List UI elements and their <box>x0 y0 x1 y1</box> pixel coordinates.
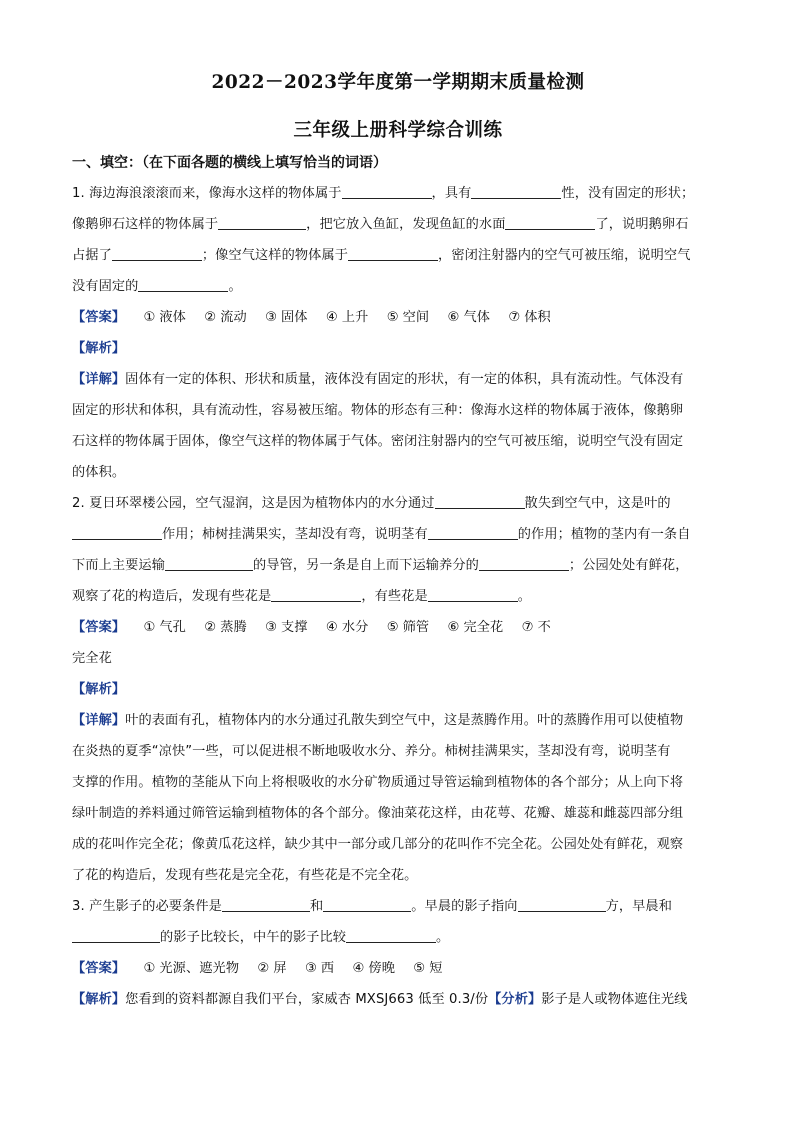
q2-text: 观察了花的构造后，发现有些花是 <box>72 589 272 604</box>
q2-detail-line: 在炎热的夏季“凉快”一些，可以促进根不断地吸收水分、养分。柿树挂满果实，茎却没有弯，说明茎有 <box>72 744 671 759</box>
q3-line-1 <box>72 891 724 922</box>
q3-text: 和 <box>309 899 324 914</box>
answer-item: ③ 支撑 <box>265 620 308 635</box>
answer-item: ④ 傍晚 <box>352 961 395 976</box>
blank-line <box>479 556 569 571</box>
q1-text: 占据了 <box>72 248 112 263</box>
answer-item: ④ 水分 <box>325 620 369 635</box>
q3-answer-row <box>72 953 724 984</box>
analysis-label: 【解析】 <box>72 992 126 1007</box>
q1-text: 像鹅卵石这样的物体属于 <box>72 217 219 232</box>
blank-line <box>471 184 561 199</box>
answer-item: ⑤ 筛管 <box>386 620 430 635</box>
answer-item: ⑤ 空间 <box>386 310 430 325</box>
q1-text: 。 <box>228 279 242 294</box>
q3-text: 3. 产生影子的必要条件是 <box>72 899 222 914</box>
q2-detail-line: 支撑的作用。植物的茎能从下向上将根吸收的水分矿物质通过导管运输到植物体的各个部分；从上向下将 <box>72 775 684 790</box>
q2-detail-line: 【详解】叶的表面有孔，植物体内的水分通过孔散失到空气中，这是蒸腾作用。叶的蒸腾作用可以使植物 <box>72 713 684 728</box>
q3-text: 影子是人或物体遮住光线 <box>541 992 688 1007</box>
q1-analysis-label: 【解析】 <box>72 341 126 356</box>
answer-label: 【答案】 <box>72 310 126 325</box>
answer-item: ⑦ 体积 <box>508 310 551 325</box>
blank-line <box>505 215 595 230</box>
q1-text: 1. 海边海浪滚滚而来，像海水这样的物体属于 <box>72 186 342 201</box>
answer-label: 【答案】 <box>72 961 126 976</box>
blank-line <box>72 928 160 943</box>
q1-text: 了，说明鹅卵石 <box>595 217 689 232</box>
blank-line <box>222 897 310 912</box>
q3-analysis-line <box>72 984 724 1015</box>
q3-text: 。 <box>436 930 450 945</box>
q1-text: ，把它放入鱼缸，发现鱼缸的水面 <box>306 217 506 232</box>
q2-answer-cont: 完全花 <box>72 651 112 666</box>
detail-label: 【详解】 <box>72 713 126 728</box>
q2-text: ，有些花是 <box>361 589 428 604</box>
q3-line-2 <box>72 922 724 953</box>
blank-line <box>342 184 432 199</box>
answer-item: ⑥ 完全花 <box>447 620 504 635</box>
section-heading: 一、填空：（在下面各题的横线上填写恰当的词语） <box>72 155 387 171</box>
q2-line-4 <box>72 581 724 612</box>
q1-detail-line: 的体积。 <box>72 465 126 480</box>
answer-item: ③ 固体 <box>265 310 308 325</box>
answer-item: ① 液体 <box>143 310 186 325</box>
q2-text: 的作用；植物的茎内有一条自 <box>517 527 691 542</box>
q2-detail-line: 成的花叫作完全花；像黄瓜花这样，缺少其中一部分或几部分的花叫作不完全花。公园处处有鲜花，观察 <box>72 837 684 852</box>
q1-line-1 <box>72 178 724 209</box>
blank-line <box>72 525 162 540</box>
blank-line <box>112 246 202 261</box>
q1-text: ，具有 <box>431 186 472 201</box>
q2-analysis-label: 【解析】 <box>72 682 126 697</box>
answer-item: ② 流动 <box>204 310 247 325</box>
blank-line <box>271 587 361 602</box>
q2-text: ；公园处处有鲜花， <box>568 558 689 573</box>
blank-line <box>323 897 411 912</box>
answer-label: 【答案】 <box>72 620 126 635</box>
answer-item: ① 气孔 <box>143 620 186 635</box>
q2-text: 的导管，另一条是自上而下运输养分的 <box>253 558 479 573</box>
blank-line <box>165 556 253 571</box>
q2-detail-line: 绿叶制造的养料通过筛管运输到植物体的各个部分。像油菜花这样，由花萼、花瓣、雄蕊和雌蕊四部分组 <box>72 806 684 821</box>
blank-line <box>428 525 518 540</box>
watermark-text: 您看到的资料都源自我们平台，家威杏 MXSJ663 低至 0.3/份 <box>125 992 489 1007</box>
q1-detail-line: 石这样的物体属于固体，像空气这样的物体属于气体。密闭注射器内的空气可被压缩，说明空气没有固定 <box>72 434 684 449</box>
q2-text: 2. 夏日环翠楼公园，空气湿润，这是因为植物体内的水分通过 <box>72 496 435 511</box>
q2-detail-line: 了花的构造后，发现有些花是完全花，有些花是不完全花。 <box>72 868 418 883</box>
blank-line <box>138 277 228 292</box>
blank-line <box>348 246 438 261</box>
blank-line <box>346 928 436 943</box>
q1-line-2 <box>72 209 724 240</box>
q3-text: 方，早晨和 <box>605 899 672 914</box>
q2-line-3 <box>72 550 724 581</box>
answer-item: ⑤ 短 <box>413 961 443 976</box>
answer-item: ① 光源、遮光物 <box>143 961 240 976</box>
answer-item: ③ 西 <box>304 961 335 976</box>
q1-detail-line: 【详解】固体有一定的体积、形状和质量，液体没有固定的形状，有一定的体积，具有流动性。气体没有 <box>72 372 684 387</box>
q2-line-1 <box>72 488 724 519</box>
exam-subtitle: 三年级上册科学综合训练 <box>293 120 503 141</box>
q1-answer-row <box>72 302 724 333</box>
document-page <box>72 68 724 1015</box>
blank-line <box>518 897 606 912</box>
blank-line <box>218 215 306 230</box>
q1-line-3 <box>72 240 724 271</box>
q3-text: 。早晨的影子指向 <box>411 899 518 914</box>
answer-item: ④ 上升 <box>325 310 369 325</box>
exam-title: 2022－2023学年度第一学期期末质量检测 <box>211 72 585 93</box>
q1-text: 性，没有固定的形状； <box>561 186 695 201</box>
q1-text: 没有固定的 <box>72 279 139 294</box>
q1-text: ，密闭注射器内的空气可被压缩，说明空气 <box>438 248 691 263</box>
q2-text: 散失到空气中，这是叶的 <box>524 496 671 511</box>
blank-line <box>435 494 525 509</box>
q2-text: 作用；柿树挂满果实，茎却没有弯，说明茎有 <box>162 527 428 542</box>
q1-text: ；像空气这样的物体属于 <box>201 248 349 263</box>
q2-text: 下而上主要运输 <box>72 558 166 573</box>
answer-item: ⑦ 不 <box>521 620 551 635</box>
fenxi-label: 【分析】 <box>488 992 542 1007</box>
q1-detail-line: 固定的形状和体积，具有流动性，容易被压缩。物体的形态有三种：像海水这样的物体属于液体，像鹅卵 <box>72 403 684 418</box>
q2-line-2 <box>72 519 724 550</box>
q3-text: 的影子比较长，中午的影子比较 <box>160 930 347 945</box>
q1-line-4 <box>72 271 724 302</box>
detail-label: 【详解】 <box>72 372 126 387</box>
q2-answer-row <box>72 612 724 643</box>
answer-item: ② 屏 <box>257 961 287 976</box>
q2-text: 。 <box>517 589 532 604</box>
blank-line <box>428 587 518 602</box>
answer-item: ⑥ 气体 <box>447 310 491 325</box>
answer-item: ② 蒸腾 <box>204 620 247 635</box>
